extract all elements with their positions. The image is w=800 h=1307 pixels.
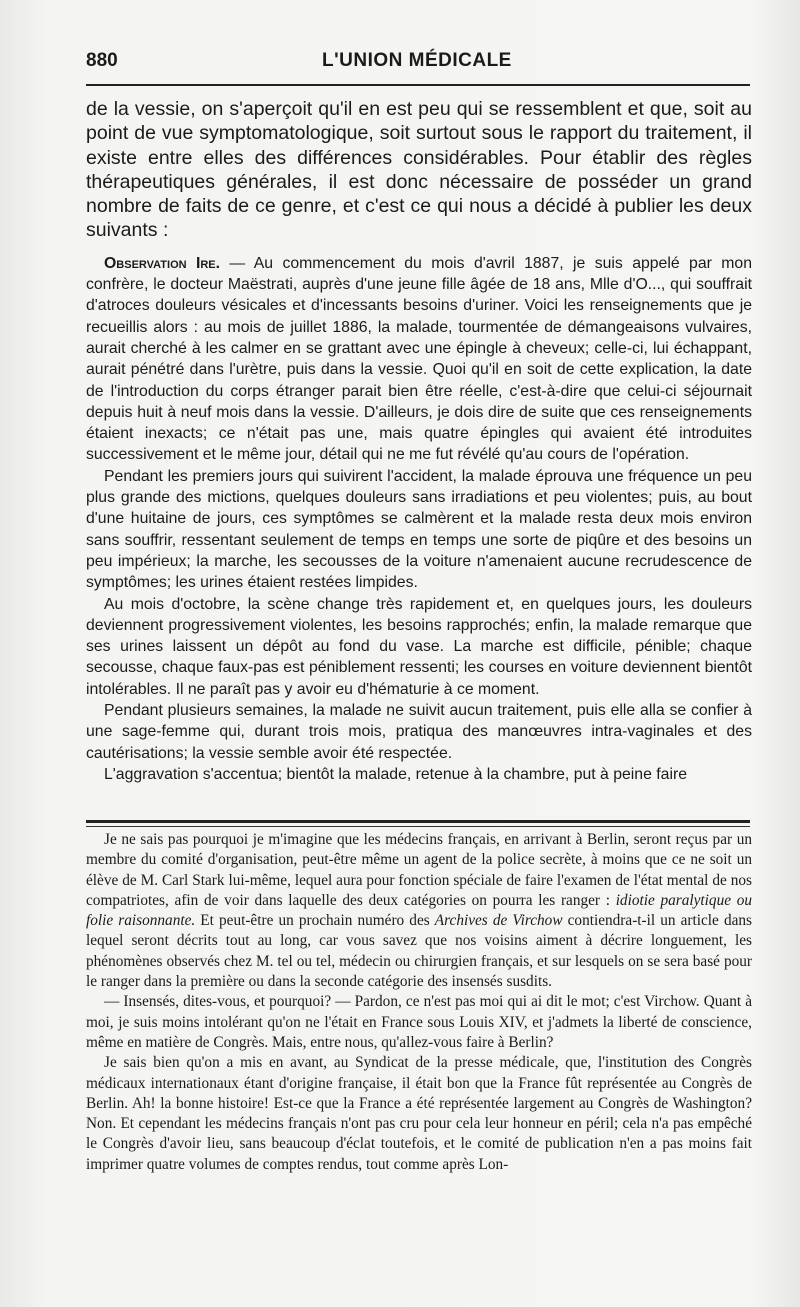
main-article (86, 97, 752, 785)
feuilleton-paragraph-2: — Insensés, dites-vous, et pourquoi? — Pardon, ce n'est pas moi qui ai dit le mot; c'est Virchow. Quant à moi, je suis moins intolérant qu'on ne l'était en France sous Louis XIV, et j'admets la liberté de conscience, même en matière de Congrès. Mais, entre nous, qu'allez-vous faire à Berlin? (86, 993, 752, 1051)
feuilleton-rule-thin (86, 826, 750, 827)
observation-paragraph (86, 253, 752, 466)
feuilleton-rule-thick (86, 820, 750, 823)
feuilleton-paragraph-3: Je sais bien qu'on a mis en avant, au Syndicat de la presse médicale, que, l'institution des Congrès médicaux internationaux étant d'origine française, il était bon que la France fût représentée au Congrès de Berlin. Ah! la bonne histoire! Est-ce que la France a été représentée largement au Congrès de Washington? Non. Et cependant les médecins français n'ont pas cru pour cela leur honneur en péril; cela n'a pas empêché le Congrès d'avoir lieu, sans beaucoup d'éclat toutefois, et le comité de publication n'en a pas moins fait imprimer quatre volumes de comptes rendus, tout comme après Lon- (86, 1054, 752, 1173)
feuilleton-section (86, 830, 752, 1175)
observation-text: — Au commencement du mois d'avril 1887, je suis appelé par mon confrère, le docteur Maëstrati, auprès d'une jeune fille âgée de 18 ans, Mlle d'O..., qui souffrait d'atroces douleurs vésicales et d'incessants besoins d'uriner. Voici les renseignements que je recueillis alors : au mois de juillet 1886, la malade, tourmentée de démangeaisons vulvaires, aurait cherché à les calmer en se grattant avec une épingle à cheveux; celle-ci, lui échappant, aurait pénétré dans l'urètre, puis dans la vessie. Quoi qu'il en soit de cette explication, la date de l'introduction du corps étranger parait bien être réelle, c'est-à-dire que celui-ci séjournait depuis huit à neuf mois dans la vessie. D'ailleurs, je dois dire de suite que ces renseignements étaient inexacts; ce n'était pas une, mais quatre épingles qui avaient été introduites successivement et le même jour, détail qui ne me fut révélé qu'au cours de l'opération. (86, 254, 752, 464)
article-paragraph-3: Au mois d'octobre, la scène change très rapidement et, en quelques jours, les douleurs deviennent progressivement violentes, les besoins rapprochés; enfin, la malade remarque que ses urines laissent un dépôt au fond du vase. La marche est difficile, pénible; chaque secousse, chaque faux-pas est péniblement ressenti; les courses en voiture deviennent bientôt intolérables. Il ne paraît pas y avoir eu d'hématurie à ce moment. (86, 595, 752, 698)
feuilleton-paragraph-1 (86, 830, 752, 992)
feuilleton-italic-1: idiotie paralytique ou folie raisonnante. (86, 891, 753, 930)
header-rule (86, 84, 750, 86)
article-paragraph-2: Pendant les premiers jours qui suivirent l'accident, la malade éprouva une fréquence un peu plus grande des mictions, quelques douleurs sans irradiations et peu violentes; puis, au bout d'une huitaine de jours, ces symptômes se calmèrent et la malade resta deux mois environ sans souffrir, ressentant seulement de temps en temps une sorte de piqûre et des besoins un peu impérieux; la marche, les secousses de la voiture n'amenaient aucune recrudescence de symptômes; les urines étaient restées limpides. (86, 467, 752, 592)
page-header (86, 50, 750, 80)
lead-paragraph: de la vessie, on s'aperçoit qu'il en est peu qui se ressemblent et que, soit au point de vue symptomatologique, soit surtout sous le rapport du traitement, il existe entre elles des différences considérables. Pour établir des règles thérapeutiques générales, il est donc nécessaire de posséder un grand nombre de faits de ce genre, et c'est ce qui nous a décidé à publier les deux suivants : (86, 98, 752, 242)
observation-heading: Observation Ire. (104, 254, 221, 272)
article-paragraph-4: Pendant plusieurs semaines, la malade ne suivit aucun traitement, puis elle alla se confier à une sage-femme qui, durant trois mois, pratiqua des manœuvres intra-vaginales et des cautérisations; la vessie semble avoir été respectée. (86, 702, 752, 762)
article-paragraph-5: L'aggravation s'accentua; bientôt la malade, retenue à la chambre, put à peine faire (104, 765, 687, 783)
feuilleton-text-1a: Je ne sais pas pourquoi je m'imagine que les médecins français, en arrivant à Berlin, seront reçus par un membre du comité d'organisation, peut-être même un agent de la police secrète, à moins que ce ne soit un élève de M. Carl Stark lui-même, lequel aura pour fonction spéciale de faire l'examen de l'état mental de nos compatriotes, afin de voir dans laquelle des deux catégories on pourra les ranger : (86, 831, 752, 909)
journal-title: L'UNION MÉDICALE (322, 50, 512, 71)
feuilleton-text-1b: Et peut-être un prochain numéro des (195, 912, 435, 930)
feuilleton-text-1c: contiendra-t-il un article dans lequel seront décrits tout au long, car vous savez que nos voisins aiment à décrire longuement, les phénomènes observés chez M. tel ou tel, médecin ou chirurgien français, et sur lesquels on se sera basé pour le ranger dans la première ou dans la seconde catégorie des insensés susdits. (86, 912, 752, 991)
page-number: 880 (86, 50, 118, 71)
feuilleton-italic-2: Archives de Virchow (434, 912, 563, 930)
